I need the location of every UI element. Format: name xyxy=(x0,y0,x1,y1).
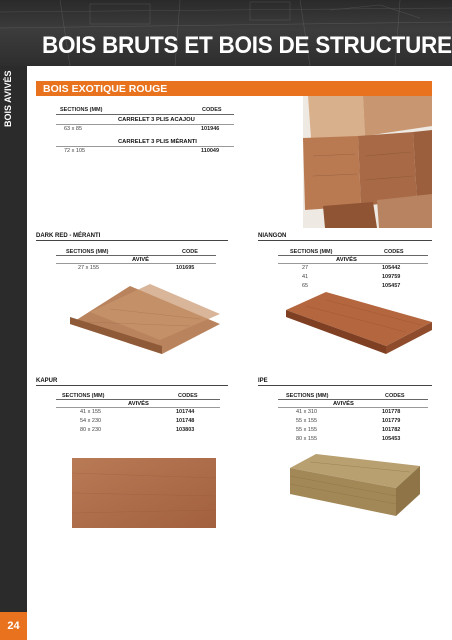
table-cell-section: 41 xyxy=(302,274,309,280)
table-cell-section: 41 x 310 xyxy=(296,409,318,415)
table-subtitle: AVIVÉS xyxy=(333,401,354,407)
table-cell-code: 101744 xyxy=(176,409,195,415)
table-cell-section: 80 x 230 xyxy=(80,427,102,433)
group-title: CARRELET 3 PLIS ACAJOU xyxy=(118,117,195,123)
col-header-sections: SECTIONS (MM) xyxy=(286,393,329,399)
group-title: CARRELET 3 PLIS MÉRANTI xyxy=(118,139,197,145)
table-cell-code: 101946 xyxy=(201,126,220,132)
table-cell-code: 101695 xyxy=(176,265,195,271)
page-title: BOIS BRUTS ET BOIS DE STRUCTURE xyxy=(42,32,452,59)
table-cell-section: 54 x 230 xyxy=(80,418,102,424)
table-cell-code: 103803 xyxy=(176,427,195,433)
table-subtitle: AVIVÉS xyxy=(336,257,357,263)
col-header-codes: CODE xyxy=(182,249,198,255)
col-header-sections: SECTIONS (MM) xyxy=(60,107,103,113)
table-cell-code: 110049 xyxy=(201,148,220,154)
product-title-kapur: KAPUR xyxy=(36,378,58,384)
table-cell-code: 109759 xyxy=(382,274,401,280)
table-cell-section: 65 xyxy=(302,283,309,289)
col-header-sections: SECTIONS (MM) xyxy=(290,249,333,255)
col-header-codes: CODES xyxy=(385,393,405,399)
product-title-niangon: NIANGON xyxy=(258,233,287,239)
product-title-dark-red: DARK RED - MÉRANTI xyxy=(36,233,101,239)
section-title: BOIS EXOTIQUE ROUGE xyxy=(43,83,168,95)
table-subtitle: AVIVÉ xyxy=(132,257,149,263)
side-tab-label: BOIS AVIVÉS xyxy=(3,70,13,127)
col-header-sections: SECTIONS (MM) xyxy=(66,249,109,255)
table-cell-code: 105442 xyxy=(382,265,401,271)
page-number: 24 xyxy=(0,612,27,640)
col-header-sections: SECTIONS (MM) xyxy=(62,393,105,399)
table-cell-code: 105457 xyxy=(382,283,401,289)
product-title-ipe: IPE xyxy=(258,378,268,384)
table-cell-code: 101779 xyxy=(382,418,401,424)
col-header-codes: CODES xyxy=(384,249,404,255)
col-header-codes: CODES xyxy=(178,393,198,399)
table-subtitle: AVIVÉS xyxy=(128,401,149,407)
table-cell-code: 105453 xyxy=(382,436,401,442)
table-cell-section: 27 xyxy=(302,265,309,271)
table-cell-code: 101782 xyxy=(382,427,401,433)
table-cell-section: 80 x 155 xyxy=(296,436,318,442)
table-cell-code: 101778 xyxy=(382,409,401,415)
table-cell-section: 41 x 155 xyxy=(80,409,102,415)
col-header-codes: CODES xyxy=(202,107,222,113)
table-cell-section: 72 x 105 xyxy=(64,148,86,154)
table-cell-section: 55 x 155 xyxy=(296,427,318,433)
table-cell-section: 27 x 155 xyxy=(78,265,100,271)
ipe-board-photo xyxy=(290,454,420,516)
table-cell-code: 101748 xyxy=(176,418,195,424)
table-cell-section: 55 x 155 xyxy=(296,418,318,424)
table-cell-section: 63 x 85 xyxy=(64,126,83,132)
